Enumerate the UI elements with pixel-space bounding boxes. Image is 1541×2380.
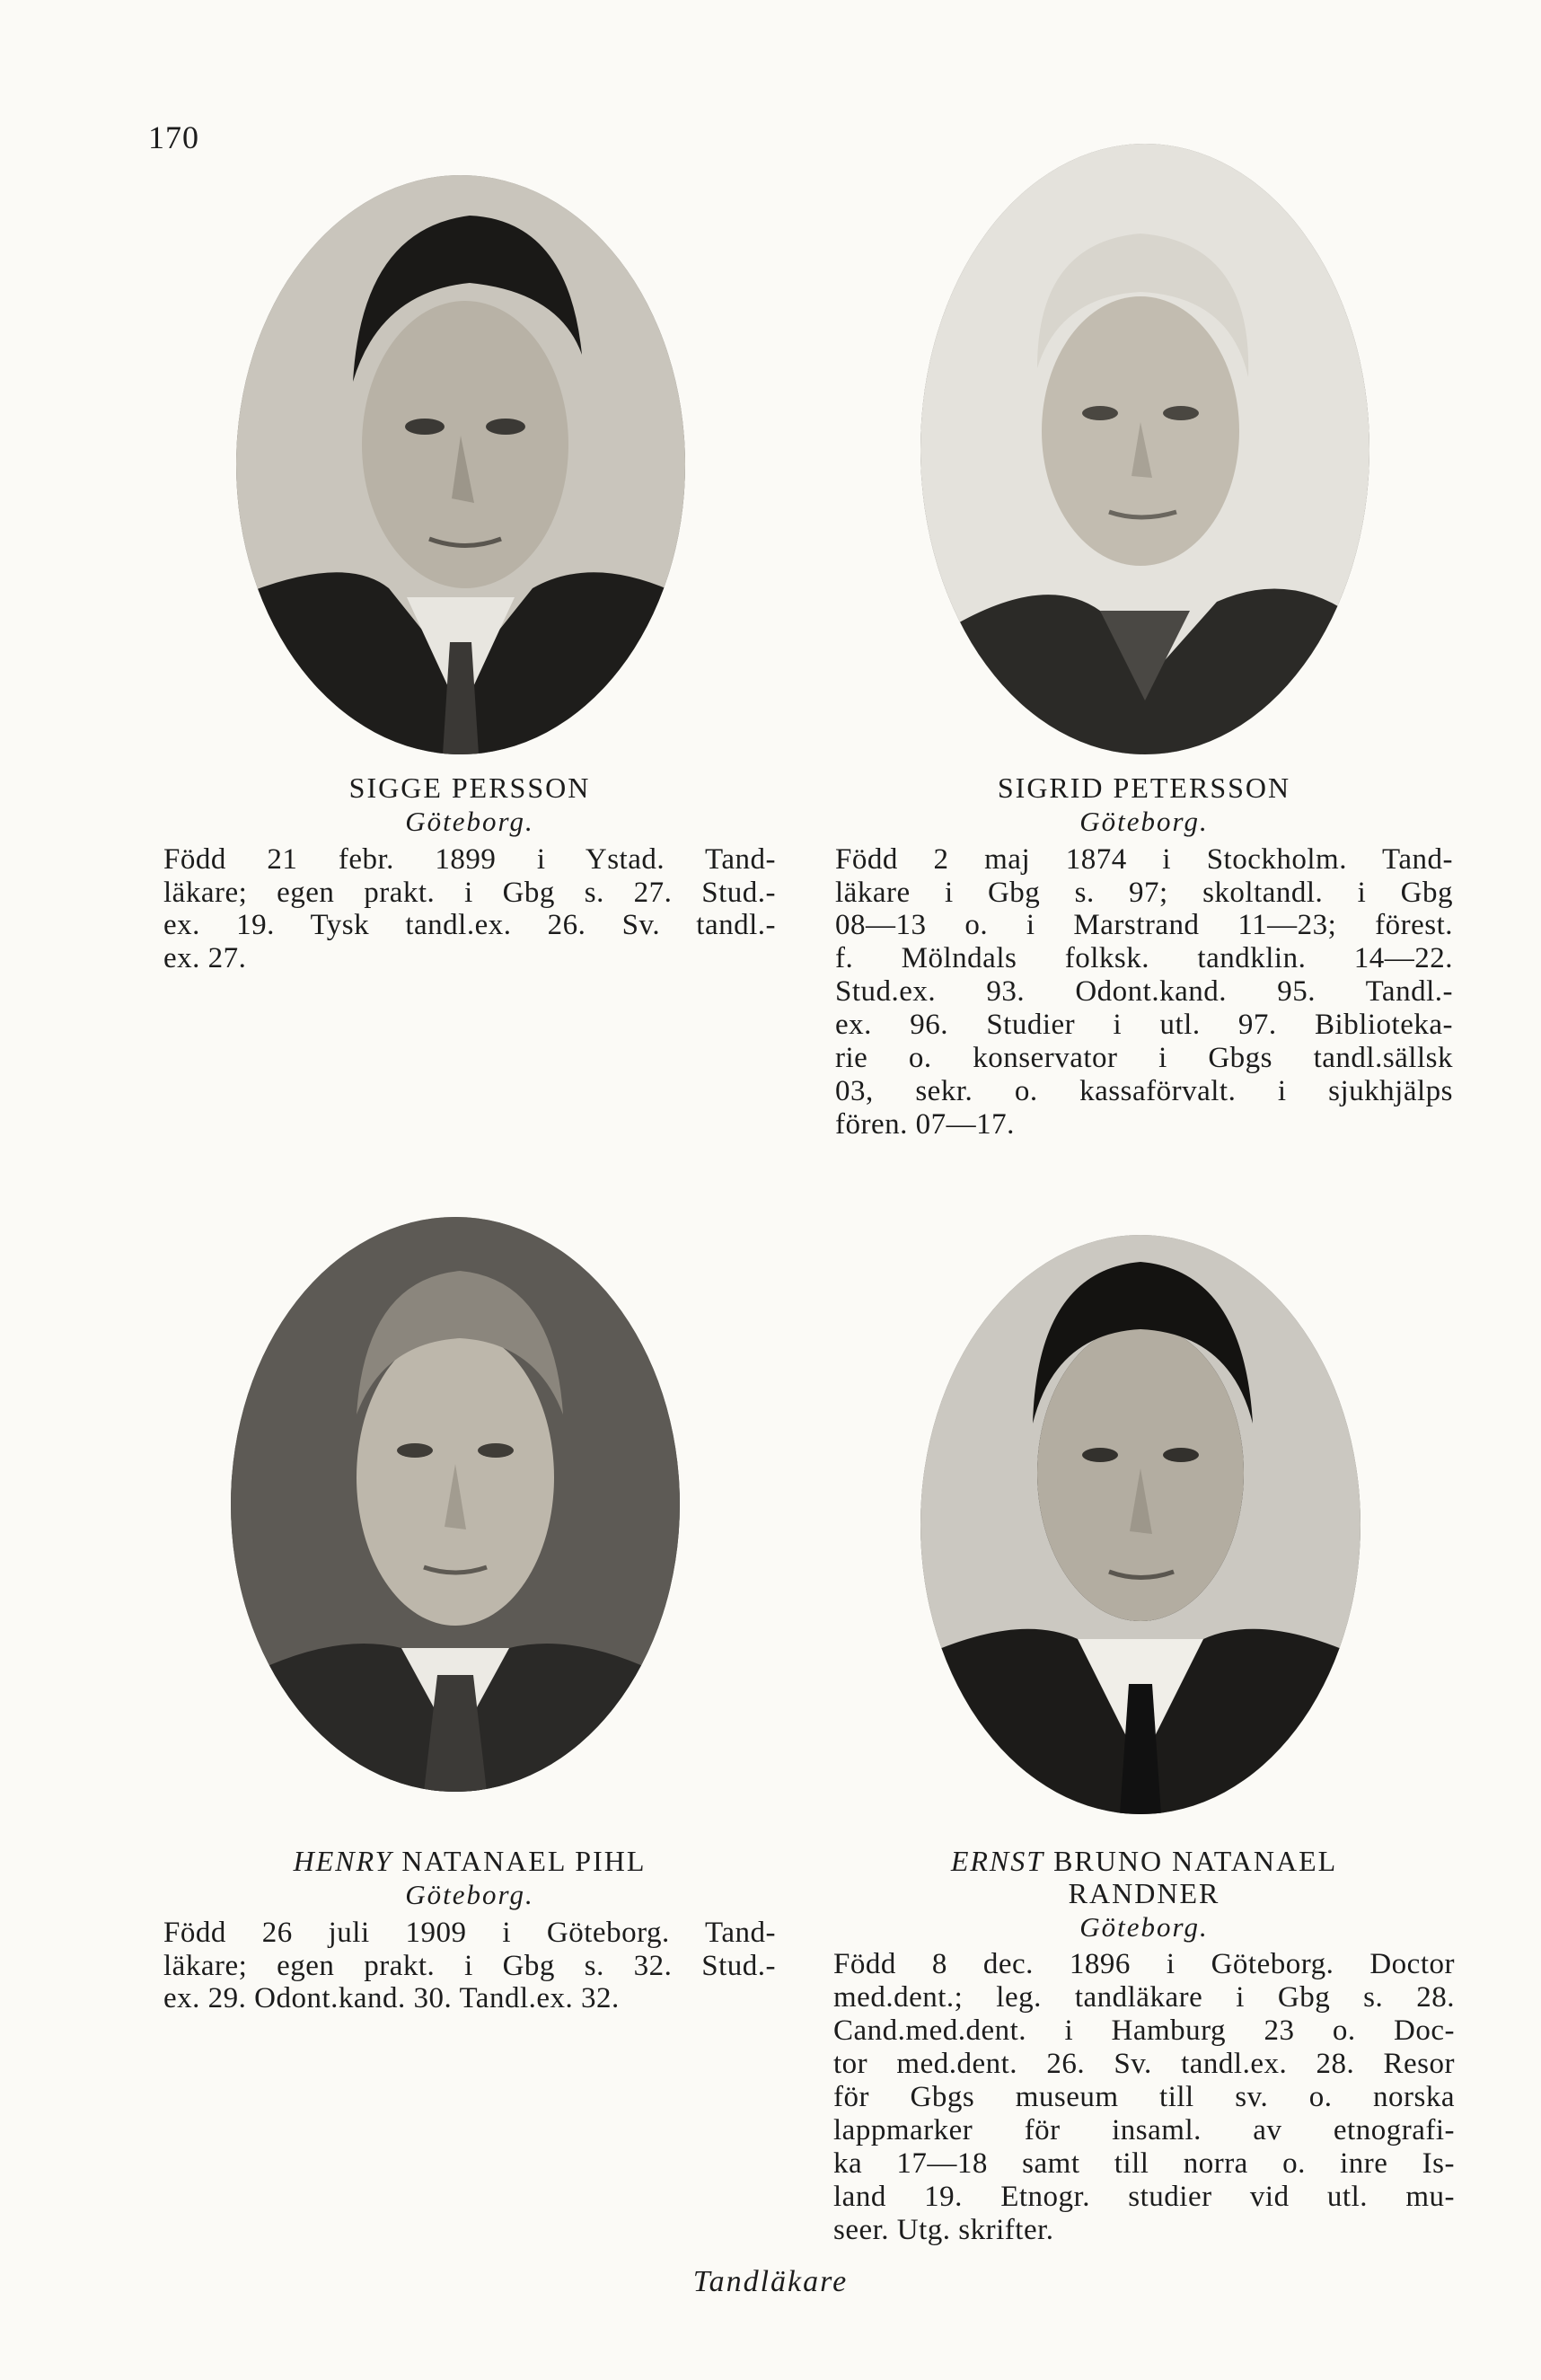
person-name: HENRY NATANAEL PIHL xyxy=(293,1845,647,1877)
biography-entry xyxy=(163,1846,776,2015)
city: Göteborg. xyxy=(1079,1910,1209,1943)
running-footer: Tandläkare xyxy=(692,2265,849,2298)
city: Göteborg. xyxy=(1079,805,1209,837)
portrait-photo-ernst-bruno-natanael-randner xyxy=(920,1235,1360,1814)
city: Göteborg. xyxy=(405,1878,534,1910)
person-name: SIGGE PERSSON xyxy=(348,771,591,804)
biography-entry xyxy=(833,1846,1455,2247)
biography-text: Född 2 maj 1874 i Stockholm. Tand- läkare i Gbg s. 97; skoltandl. i Gbg 08—13 o. i Marstrand 11—23; förest. f. Mölndals folksk. tandklin. 14—22. Stud.ex. 93. Odont.kand. 95. Tandl.- ex. 96. Studier i utl. 97. Biblioteka- rie o. konservator i Gbgs tandl.sällsk 03, sekr. o. kassaförvalt. i sjukhjälps fören. 07—17. xyxy=(835,842,1453,1142)
biography-entry xyxy=(835,772,1453,1142)
person-name: ERNST BRUNO NATANAEL RANDNER xyxy=(950,1845,1338,1909)
page-number: 170 xyxy=(148,119,199,155)
biography-text: Född 8 dec. 1896 i Göteborg. Doctor med.dent.; leg. tandläkare i Gbg s. 28. Cand.med.dent. i Hamburg 23 o. Doc- tor med.dent. 26. Sv. tandl.ex. 28. Resor för Gbgs museum till sv. o. norska lappmarker för insaml. av etnografi- ka 17—18 samt till norra o. inre Is- land 19. Etnogr. studier vid utl. mu- seer. Utg. skrifter. xyxy=(833,1948,1455,2246)
biography-entry xyxy=(163,772,776,975)
city: Göteborg. xyxy=(405,805,534,837)
portrait-photo-sigrid-petersson xyxy=(920,144,1369,754)
biography-text: Född 21 febr. 1899 i Ystad. Tand- läkare; egen prakt. i Gbg s. 27. Stud.- ex. 19. Tysk tandl.ex. 26. Sv. tandl.- ex. 27. xyxy=(163,842,776,975)
portrait-photo-henry-natanael-pihl xyxy=(231,1217,680,1792)
portrait-photo-sigge-persson xyxy=(236,175,685,754)
biography-text: Född 26 juli 1909 i Göteborg. Tand- läkare; egen prakt. i Gbg s. 32. Stud.- ex. 29. Odont.kand. 30. Tandl.ex. 32. xyxy=(163,1916,776,2015)
person-name: SIGRID PETERSSON xyxy=(997,771,1291,804)
